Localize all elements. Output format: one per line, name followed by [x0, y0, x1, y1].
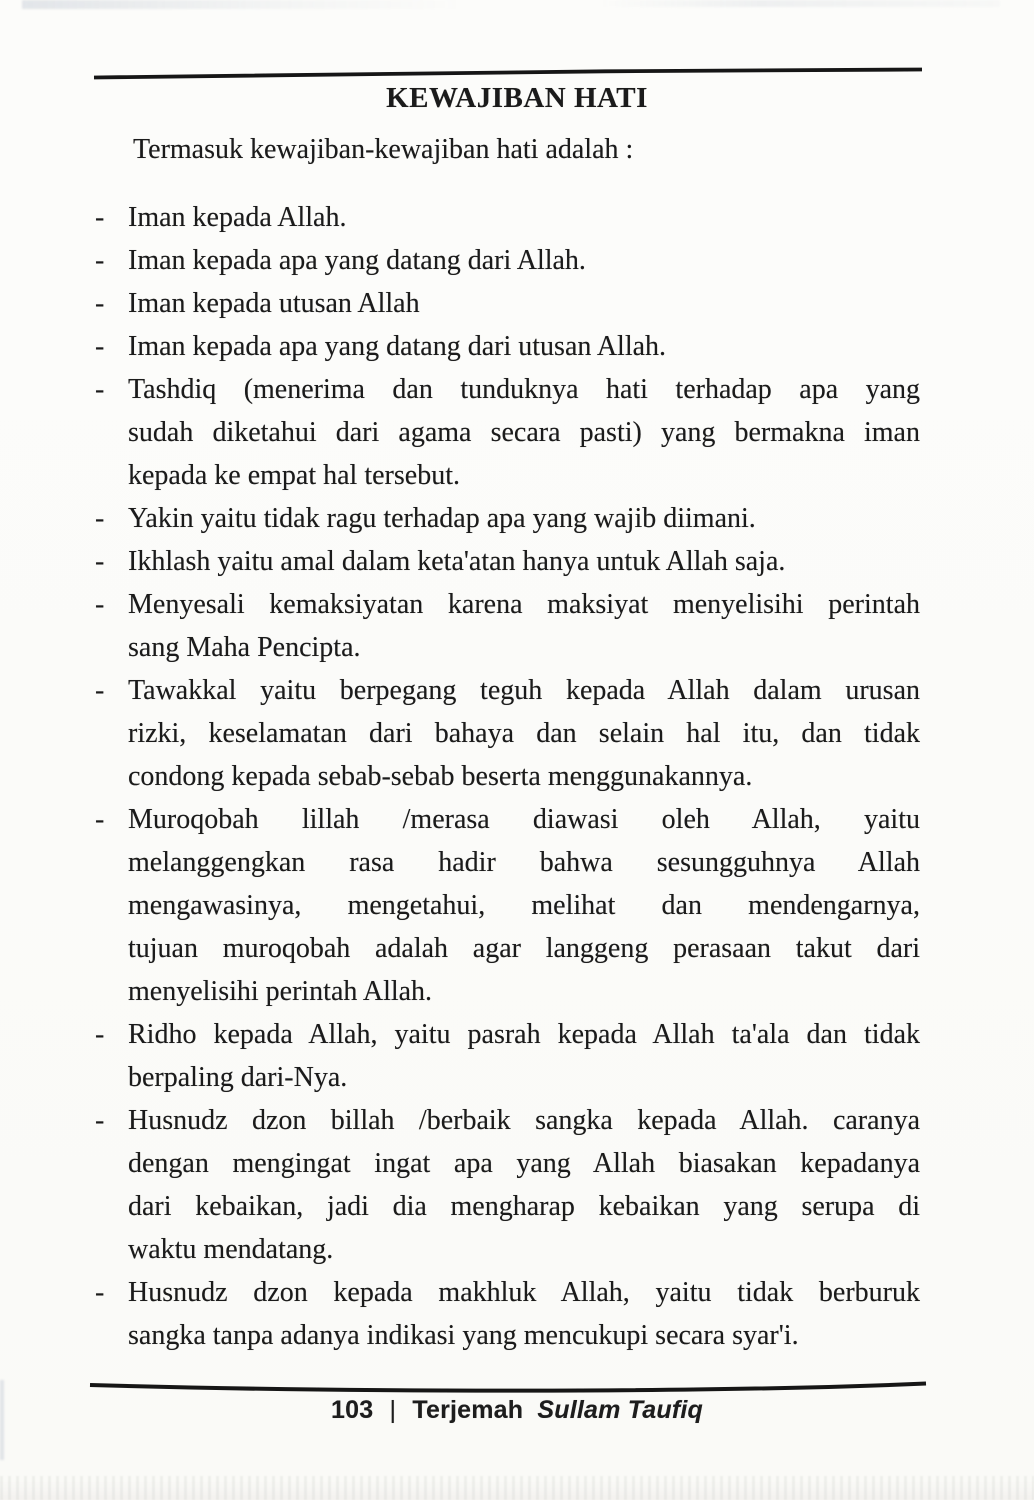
item-line: melanggengkan rasa hadir bahwa sesungguhnya Allah [128, 847, 920, 878]
item-line: waktu mendatang. [128, 1234, 334, 1265]
item-lines [128, 1271, 920, 1357]
item-lines [128, 196, 920, 239]
item-line: menyelisihi perintah Allah. [128, 976, 433, 1007]
list-item [95, 1271, 920, 1357]
intro-text: Termasuk kewajiban-kewajiban hati adalah : [133, 134, 634, 165]
dash-bullet: - [95, 374, 105, 405]
dash-bullet: - [95, 503, 105, 534]
dash-bullet: - [95, 1105, 105, 1136]
item-line: dengan mengingat ingat apa yang Allah biasakan kepadanya [128, 1148, 920, 1179]
item-line: Ikhlash yaitu amal dalam keta'atan hanya untuk Allah saja. [128, 546, 786, 577]
item-line: dari kebaikan, jadi dia mengharap kebaikan yang serupa di [128, 1191, 920, 1222]
item-lines [128, 1099, 920, 1271]
item-line: Iman kepada Allah. [128, 202, 347, 233]
page-content [95, 130, 920, 1357]
item-line: Husnudz dzon kepada makhluk Allah, yaitu tidak berburuk [128, 1277, 920, 1308]
item-line: sang Maha Pencipta. [128, 632, 361, 663]
list-item [95, 325, 920, 368]
item-lines [128, 282, 920, 325]
item-line: Menyesali kemaksiyatan karena maksiyat menyelisihi perintah [128, 589, 920, 620]
list-item [95, 497, 920, 540]
item-line: Tawakkal yaitu berpegang teguh kepada Allah dalam urusan [128, 675, 920, 706]
item-line: sudah diketahui dari agama secara pasti) yang bermakna iman [128, 417, 920, 448]
item-lines [128, 669, 920, 798]
item-lines [128, 497, 920, 540]
list-item [95, 196, 920, 239]
dash-bullet: - [95, 1019, 105, 1050]
page-title: KEWAJIBAN HATI [386, 82, 648, 114]
dash-bullet: - [95, 804, 105, 835]
dash-bullet: - [95, 331, 105, 362]
item-line: kepada ke empat hal tersebut. [128, 460, 460, 491]
list-item [95, 583, 920, 669]
list-item [95, 1099, 920, 1271]
item-lines [128, 583, 920, 669]
list-item [95, 798, 920, 1013]
item-line: Husnudz dzon billah /berbaik sangka kepada Allah. caranya [128, 1105, 920, 1136]
item-line: Iman kepada apa yang datang dari Allah. [128, 245, 586, 276]
item-line: Muroqobah lillah /merasa diawasi oleh Allah, yaitu [128, 804, 920, 835]
footer-separator: | [389, 1396, 397, 1424]
item-line: Yakin yaitu tidak ragu terhadap apa yang wajib diimani. [128, 503, 756, 534]
dash-bullet: - [95, 202, 105, 233]
dash-bullet: - [95, 546, 105, 577]
item-lines [128, 798, 920, 1013]
list-item [95, 1013, 920, 1099]
item-line: tujuan muroqobah adalah agar langgeng perasaan takut dari [128, 933, 920, 964]
item-lines [128, 540, 920, 583]
item-line: berpaling dari-Nya. [128, 1062, 348, 1093]
item-line: sangka tanpa adanya indikasi yang mencukupi secara syar'i. [128, 1320, 799, 1351]
scan-artifact-top-right [600, 0, 1000, 7]
list-item [95, 540, 920, 583]
item-lines [128, 1013, 920, 1099]
dash-bullet: - [95, 1277, 105, 1308]
dash-bullet: - [95, 245, 105, 276]
dash-bullet: - [95, 589, 105, 620]
list-item [95, 239, 920, 282]
item-line: Iman kepada utusan Allah [128, 288, 420, 319]
list-item [95, 282, 920, 325]
item-line: Iman kepada apa yang datang dari utusan Allah. [128, 331, 667, 362]
footer-book-title: Sullam Taufiq [537, 1396, 703, 1424]
item-lines [128, 239, 920, 282]
item-lines [128, 368, 920, 497]
obligations-list [95, 196, 920, 1357]
footer [0, 1396, 1034, 1425]
item-line: mengawasinya, mengetahui, melihat dan mendengarnya, [128, 890, 920, 921]
scan-artifact-bottom [0, 1476, 1034, 1500]
footer-page-number: 103 [331, 1396, 374, 1424]
item-line: rizki, keselamatan dari bahaya dan selain hal itu, dan tidak [128, 718, 920, 749]
scan-artifact-top-left [22, 0, 462, 9]
item-line: condong kepada sebab-sebab beserta menggunakannya. [128, 761, 753, 792]
dash-bullet: - [95, 288, 105, 319]
list-item [95, 669, 920, 798]
item-line: Ridho kepada Allah, yaitu pasrah kepada Allah ta'ala dan tidak [128, 1019, 920, 1050]
list-item [95, 368, 920, 497]
footer-label: Terjemah [412, 1396, 524, 1424]
item-line: Tashdiq (menerima dan tunduknya hati terhadap apa yang [128, 374, 920, 405]
dash-bullet: - [95, 675, 105, 706]
item-lines [128, 325, 920, 368]
